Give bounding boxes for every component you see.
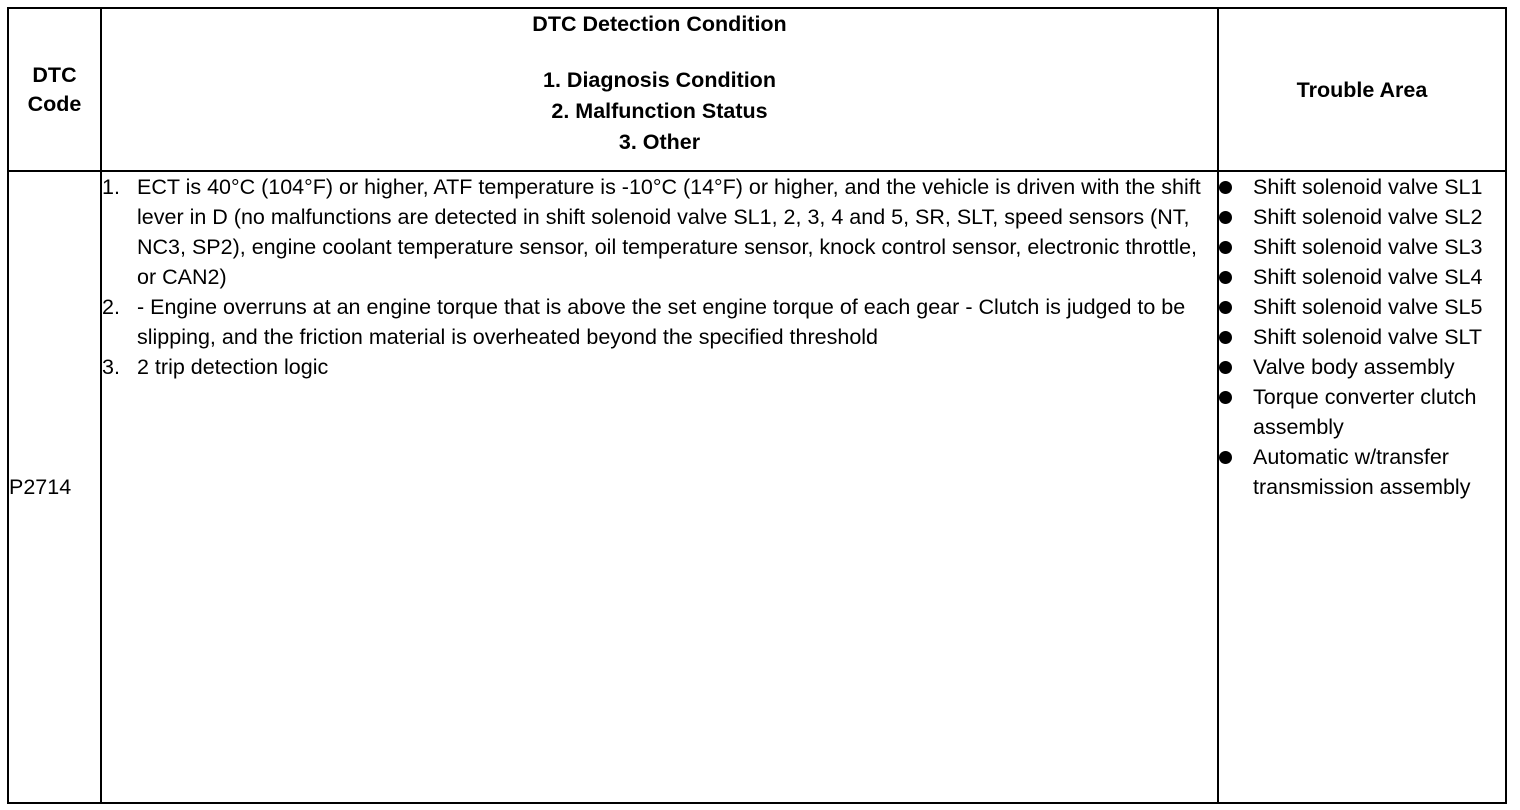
condition-text: 2 trip detection logic	[137, 355, 329, 379]
condition-list	[102, 172, 1217, 382]
bullet-icon	[1219, 211, 1232, 224]
bullet-icon	[1219, 331, 1232, 344]
trouble-area-cell	[1218, 171, 1506, 803]
trouble-area-text: Valve body assembly	[1253, 355, 1455, 379]
trouble-area-item	[1219, 202, 1505, 232]
header-row	[8, 8, 1506, 171]
bullet-icon	[1219, 241, 1232, 254]
condition-item	[102, 292, 1217, 352]
trouble-area-text: Shift solenoid valve SL4	[1253, 265, 1483, 289]
trouble-area-item	[1219, 262, 1505, 292]
bullet-icon	[1219, 301, 1232, 314]
detection-condition-cell	[101, 171, 1218, 803]
trouble-area-header: Trouble Area	[1218, 8, 1506, 171]
condition-header-item: 3. Other	[618, 130, 701, 154]
trouble-area-item	[1219, 292, 1505, 322]
trouble-area-item	[1219, 322, 1505, 352]
condition-number: 1.	[102, 175, 120, 199]
dtc-table	[7, 7, 1507, 804]
trouble-area-text: Shift solenoid valve SLT	[1253, 325, 1483, 349]
bullet-icon	[1219, 181, 1232, 194]
detection-condition-title: DTC Detection Condition	[532, 12, 787, 36]
trouble-area-text: Automatic w/transfer transmission assembly	[1253, 445, 1471, 499]
table-row	[8, 171, 1506, 803]
trouble-area-item	[1219, 442, 1505, 502]
bullet-icon	[1219, 271, 1232, 284]
dtc-code-header-line2: Code	[27, 91, 82, 116]
trouble-area-item	[1219, 352, 1505, 382]
bullet-icon	[1219, 451, 1232, 464]
dtc-code-cell: P2714	[8, 171, 101, 803]
trouble-area-item	[1219, 232, 1505, 262]
trouble-area-text: Shift solenoid valve SL3	[1253, 235, 1483, 259]
detection-condition-header	[101, 8, 1218, 171]
condition-text: - Engine overruns at an engine torque that is above the set engine torque of each gear - Clutch is judged to be slipping, and the friction material is overheated beyond the specified threshold	[137, 295, 1186, 349]
condition-item	[102, 172, 1217, 292]
trouble-area-item	[1219, 382, 1505, 442]
trouble-area-list	[1219, 172, 1505, 502]
trouble-area-text: Shift solenoid valve SL1	[1253, 175, 1483, 199]
condition-number: 2.	[102, 295, 120, 319]
dtc-code-header	[8, 8, 101, 171]
condition-number: 3.	[102, 355, 120, 379]
trouble-area-text: Shift solenoid valve SL5	[1253, 295, 1483, 319]
trouble-area-text: Torque converter clutch assembly	[1253, 385, 1477, 439]
bullet-icon	[1219, 391, 1232, 404]
bullet-icon	[1219, 361, 1232, 374]
condition-text: ECT is 40°C (104°F) or higher, ATF temperature is -10°C (14°F) or higher, and the vehicle is driven with the shift lever in D (no malfunctions are detected in shift solenoid valve SL1, 2, 3, 4 and 5, SR, SLT, speed sensors (NT, NC3, SP2), engine coolant temperature sensor, oil temperature sensor, knock control sensor, electronic throttle, or CAN2)	[137, 175, 1201, 289]
condition-header-item: 1. Diagnosis Condition	[543, 68, 776, 92]
condition-item	[102, 352, 1217, 382]
dtc-code-header-line1: DTC	[32, 62, 77, 87]
condition-header-item: 2. Malfunction Status	[551, 99, 768, 123]
trouble-area-text: Shift solenoid valve SL2	[1253, 205, 1483, 229]
trouble-area-item	[1219, 172, 1505, 202]
